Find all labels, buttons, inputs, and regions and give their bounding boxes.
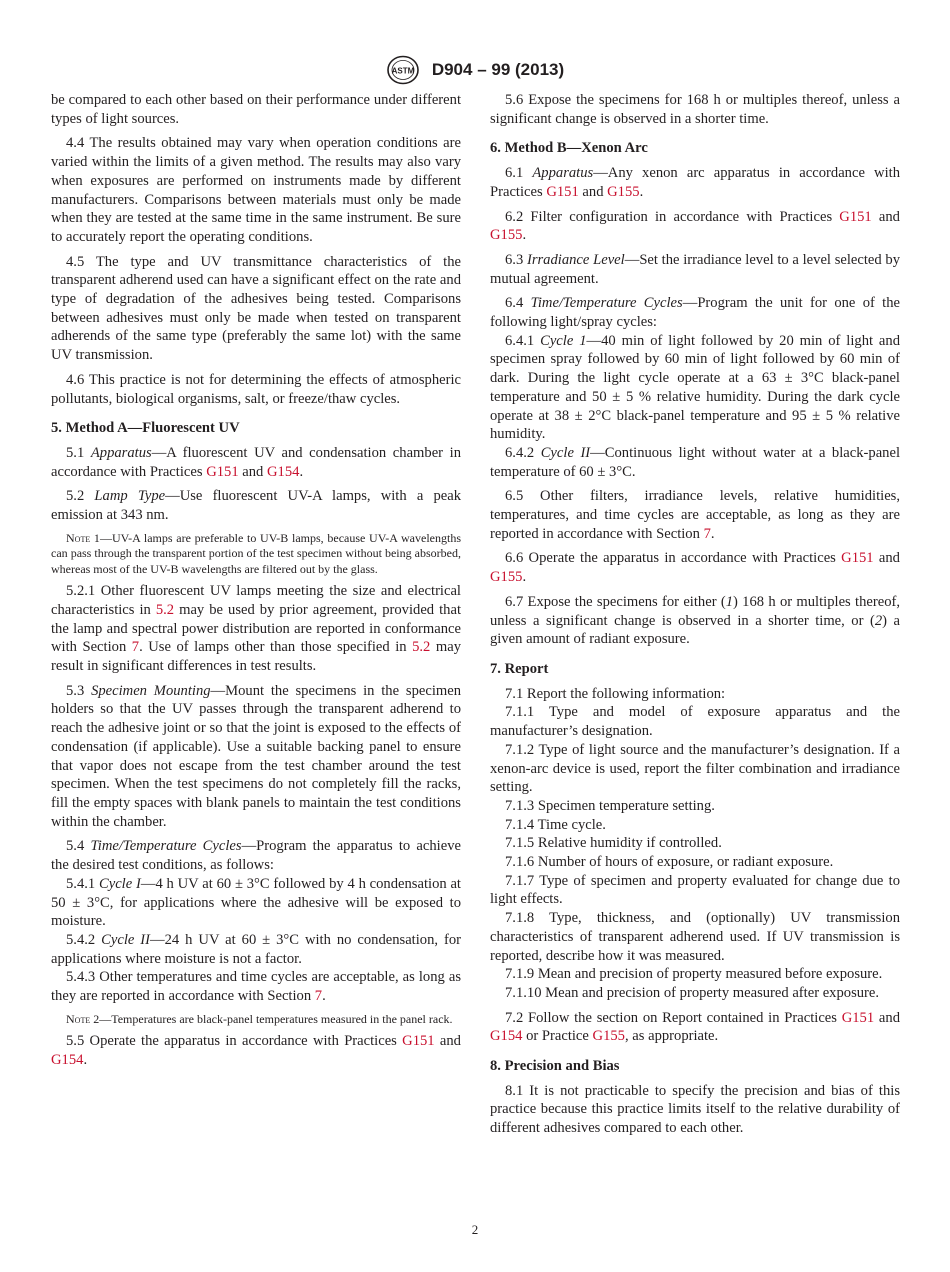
reference-link-g154[interactable]: G154 — [51, 1051, 84, 1068]
paragraph-5-2: 5.2 Lamp Type—Use fluorescent UV-A lamps, with a peak emission at 343 nm. — [51, 488, 462, 524]
left-column — [51, 91, 461, 1076]
right-column — [490, 91, 900, 1144]
paragraph-5-4-3: 5.4.3 Other temperatures and time cycles are acceptable, as long as they are reported in accordance with Section 7. — [51, 969, 461, 1005]
paragraph-5-5: 5.5 Operate the apparatus in accordance with Practices G151 and G154. — [51, 1033, 461, 1068]
report-item: 7.1.4 Time cycle. — [505, 816, 606, 833]
paragraph-6-1: 6.1 Apparatus—Any xenon arc apparatus in accordance with Practices G151 and G155. — [490, 165, 900, 200]
report-item: 7.1.9 Mean and precision of property measured before exposure. — [505, 966, 883, 983]
reference-link-section-5-2[interactable]: 5.2 — [412, 639, 431, 656]
paragraph-4-4: 4.4 The results obtained may vary when operation conditions are varied within the limits of a given method. The results may also vary when exposures are performed on instruments made by different manufacturers. Comparisons between materials must only be made when they are tested at the same time in the same instrument. Be sure to accurately report the operating conditions. — [51, 135, 461, 245]
paragraph-7-2: 7.2 Follow the section on Report contained in Practices G151 and G154 or Practice G155, as appropriate. — [490, 1009, 900, 1045]
section-heading-5: 5. Method A—Fluorescent UV — [51, 420, 240, 437]
paragraph-6-4: 6.4 Time/Temperature Cycles—Program the unit for one of the following light/spray cycles: — [490, 295, 900, 331]
report-item: 7.1.5 Relative humidity if controlled. — [505, 835, 722, 852]
page-header — [0, 55, 950, 85]
reference-link-g151[interactable]: G151 — [841, 1009, 875, 1026]
report-item: 7.1.7 Type of specimen and property evaluated for change due to light effects. — [490, 872, 900, 908]
report-item: 7.1.8 Type, thickness, and (optionally) UV transmission characteristics of transparent adherend used. If UV transmission is reported, describe how it was measured. — [490, 910, 900, 964]
reference-link-section-7[interactable]: 7 — [131, 639, 140, 656]
reference-link-g151[interactable]: G151 — [206, 463, 239, 480]
report-item: 7.1.6 Number of hours of exposure, or radiant exposure. — [505, 854, 834, 871]
note-2: Note 2—Temperatures are black-panel temperatures measured in the panel rack. — [66, 1011, 453, 1026]
paragraph-6-4-1: 6.4.1 Cycle 1—40 min of light followed by 20 min of light and specimen spray followed by 60 min of light followed by 60 min of dark. During the light cycle operate at a 63 ± 3°C black-panel temperature and 50 ± 5 % relative humidity. During the dark cycle operate at 38 ± 2°C black-panel temperature and 95 ± 5 % relative humidity. — [490, 332, 901, 443]
paragraph-intro-continuation: be compared to each other based on their performance under different types of light sources. — [51, 92, 461, 127]
section-heading-8: 8. Precision and Bias — [490, 1058, 620, 1075]
paragraph-4-6: 4.6 This practice is not for determining the effects of atmospheric pollutants, biological organisms, salt, or freeze/thaw cycles. — [51, 371, 461, 407]
reference-link-section-7[interactable]: 7 — [703, 525, 711, 542]
paragraph-5-1: 5.1 Apparatus—A fluorescent UV and condensation chamber in accordance with Practices G151 and G154. — [51, 444, 461, 480]
report-item: 7.1.10 Mean and precision of property measured after exposure. — [505, 984, 880, 1001]
report-item: 7.1.3 Specimen temperature setting. — [505, 797, 715, 814]
paragraph-6-7: 6.7 Expose the specimens for either (1) 168 h or multiples thereof, unless a significant change is observed in a shorter time, or (2) a given amount of radiant exposure. — [490, 593, 900, 648]
reference-link-g151[interactable]: G151 — [841, 550, 874, 567]
reference-link-g151[interactable]: G151 — [402, 1033, 435, 1050]
logo-lettering: ASTM — [391, 66, 415, 76]
page-number: 2 — [471, 1222, 479, 1237]
report-item: 7.1.1 Type and model of exposure apparatus and the manufacturer’s designation. — [490, 704, 900, 740]
reference-link-g155[interactable]: G155 — [490, 227, 523, 244]
reference-link-g155[interactable]: G155 — [607, 183, 640, 200]
paragraph-5-3: 5.3 Specimen Mounting—Mount the specimens in the specimen holders so that the UV passes through the transparent adherend to reach the adhesive joint or so that the joint is exposed to the effects of condensation (if applicable). Use a suitable backing panel to ensure that vapor does not escape from the test chamber around the test specimen. When the test specimens do not completely fill the racks, fill the empty spaces with blank panels to maintain the test conditions within the chamber. — [51, 682, 461, 830]
reference-link-g154[interactable]: G154 — [267, 463, 300, 480]
paragraph-6-5: 6.5 Other filters, irradiance levels, relative humidities, temperatures, and time cycles are acceptable, as long as they are reported in accordance with Section 7. — [490, 488, 900, 542]
paragraph-4-5: 4.5 The type and UV transmittance characteristics of the transparent adherend used can have a significant effect on the rate and type of degradation of the adhesives being tested. Comparisons between adhesives must only be made when tested on transparent adherends of the same type (preferably the same lot) with the same UV transmission. — [51, 253, 461, 364]
paragraph-5-6: 5.6 Expose the specimens for 168 h or multiples thereof, unless a significant change is observed in a shorter time. — [490, 92, 900, 127]
paragraph-6-2: 6.2 Filter configuration in accordance with Practices G151 and G155. — [490, 208, 900, 244]
paragraph-5-4-2: 5.4.2 Cycle II—24 h UV at 60 ± 3°C with no condensation, for applications where moisture is not a factor. — [51, 931, 461, 967]
astm-logo — [386, 55, 420, 85]
report-item: 7.1 Report the following information: — [505, 685, 726, 702]
reference-link-g151[interactable]: G151 — [839, 208, 872, 225]
reference-link-g154[interactable]: G154 — [490, 1028, 523, 1045]
paragraph-6-3: 6.3 Irradiance Level—Set the irradiance level to a level selected by mutual agreement. — [490, 251, 900, 287]
reference-link-section-5-2[interactable]: 5.2 — [155, 601, 175, 618]
reference-link-section-7[interactable]: 7 — [314, 988, 323, 1005]
reference-link-g155[interactable]: G155 — [592, 1028, 625, 1045]
report-item: 7.1.2 Type of light source and the manufacturer’s designation. If a xenon-arc device is used, report the filter combination and irradiance setting. — [490, 741, 900, 796]
paragraph-6-4-2: 6.4.2 Cycle II—Continuous light without water at a black-panel temperature of 60 ± 3°C. — [490, 444, 900, 480]
reference-link-g155[interactable]: G155 — [490, 569, 523, 586]
document-designation: D904 – 99 (2013) — [431, 60, 565, 79]
paragraph-5-2-1: 5.2.1 Other fluorescent UV lamps meeting the size and electrical characteristics in 5.2 may be used by prior agreement, provided that the lamp and spectral power distribution are reported in conformance with Section 7. Use of lamps other than those specified in 5.2 may result in significant differences in test results. — [51, 583, 461, 675]
section-heading-7: 7. Report — [490, 660, 549, 677]
paragraph-6-6: 6.6 Operate the apparatus in accordance with Practices G151 and G155. — [490, 550, 900, 586]
paragraph-5-4-1: 5.4.1 Cycle I—4 h UV at 60 ± 3°C followed by 4 h condensation at 50 ± 3°C, for applications where the adhesive will be exposed to moisture. — [51, 875, 461, 930]
reference-link-g151[interactable]: G151 — [546, 183, 579, 200]
section-heading-6: 6. Method B—Xenon Arc — [490, 140, 648, 157]
paragraph-8-1: 8.1 It is not practicable to specify the precision and bias of this practice because this practice limits itself to the relative durability of different adhesives compared to each other. — [490, 1082, 900, 1137]
paragraph-5-4: 5.4 Time/Temperature Cycles—Program the apparatus to achieve the desired test conditions, as follows: — [51, 838, 461, 874]
note-1: Note 1—UV-A lamps are preferable to UV-B lamps, because UV-A wavelengths can pass through the transparent portion of the test specimen without being absorbed, whereas most of the UV-B wavelengths are filtered out by the glass. — [51, 530, 461, 576]
